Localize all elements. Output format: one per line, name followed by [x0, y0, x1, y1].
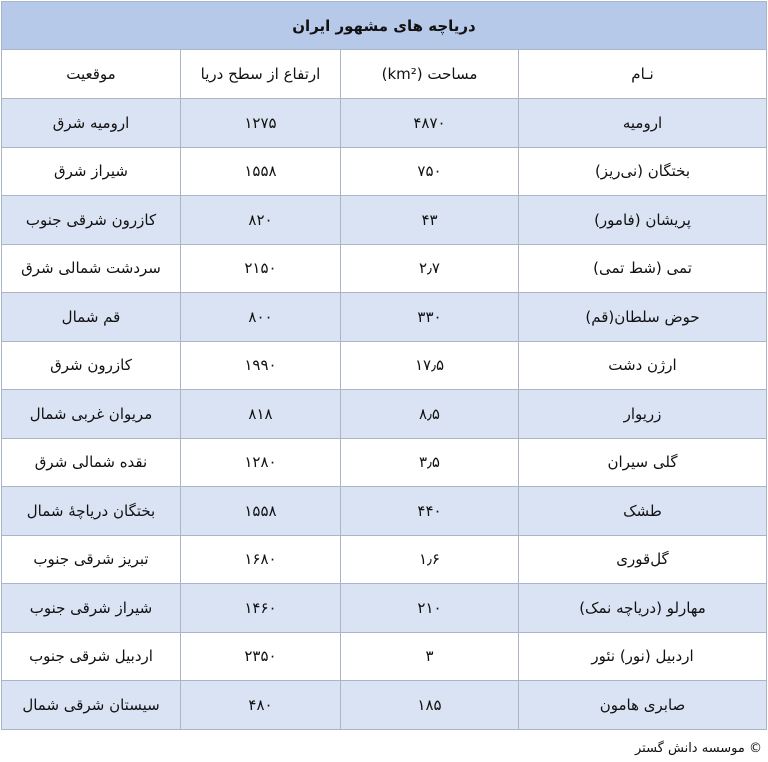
table-row: [2, 584, 767, 633]
cell-location: بختگان دریاچهٔ شمال: [2, 487, 181, 536]
cell-elevation: ۱۲۷۵: [181, 99, 341, 148]
cell-name: طشک: [519, 487, 767, 536]
cell-location: مریوان غربی شمال: [2, 390, 181, 439]
table-row: [2, 147, 767, 196]
cell-location: تبریز شرقی جنوب: [2, 535, 181, 584]
header-area: مساحت (km²): [341, 50, 519, 99]
table-row: [2, 244, 767, 293]
cell-location: سردشت شمالی شرق: [2, 244, 181, 293]
table-row: [2, 390, 767, 439]
cell-elevation: ۱۲۸۰: [181, 438, 341, 487]
copyright-footer: © موسسه دانش گستر: [634, 741, 762, 756]
cell-location: نقده شمالی شرق: [2, 438, 181, 487]
lakes-table: [1, 1, 767, 730]
cell-area: ۴۸۷۰: [341, 99, 519, 148]
header-location: موقعیت: [2, 50, 181, 99]
cell-elevation: ۲۳۵۰: [181, 632, 341, 681]
cell-area: ۴۳: [341, 196, 519, 245]
cell-location: سیستان شرقی شمال: [2, 681, 181, 730]
cell-elevation: ۱۹۹۰: [181, 341, 341, 390]
cell-elevation: ۱۵۵۸: [181, 487, 341, 536]
cell-area: ۳۳۰: [341, 293, 519, 342]
cell-area: ۷۵۰: [341, 147, 519, 196]
cell-location: شیراز شرق: [2, 147, 181, 196]
cell-location: کازرون شرق: [2, 341, 181, 390]
cell-name: گل‌قوری: [519, 535, 767, 584]
cell-name: ارومیه: [519, 99, 767, 148]
header-name: نـام: [519, 50, 767, 99]
cell-area: ۱٫۶: [341, 535, 519, 584]
cell-name: ارژن دشت: [519, 341, 767, 390]
cell-elevation: ۸۲۰: [181, 196, 341, 245]
header-elevation: ارتفاع از سطح دریا: [181, 50, 341, 99]
table-title: دریاچه های مشهور ایران: [2, 2, 767, 50]
cell-area: ۲۱۰: [341, 584, 519, 633]
cell-name: پریشان (فامور): [519, 196, 767, 245]
cell-area: ۲٫۷: [341, 244, 519, 293]
cell-elevation: ۸۰۰: [181, 293, 341, 342]
cell-name: حوض سلطان(قم): [519, 293, 767, 342]
cell-elevation: ۸۱۸: [181, 390, 341, 439]
cell-area: ۳: [341, 632, 519, 681]
table-row: [2, 535, 767, 584]
cell-name: اردبیل (نور) نئور: [519, 632, 767, 681]
cell-elevation: ۲۱۵۰: [181, 244, 341, 293]
table-row: [2, 341, 767, 390]
table-row: [2, 487, 767, 536]
cell-area: ۳٫۵: [341, 438, 519, 487]
cell-name: صابری هامون: [519, 681, 767, 730]
cell-name: گلی سیران: [519, 438, 767, 487]
cell-elevation: ۱۶۸۰: [181, 535, 341, 584]
cell-name: بختگان (نی‌ریز): [519, 147, 767, 196]
cell-name: مهارلو (دریاچه نمک): [519, 584, 767, 633]
cell-location: قم شمال: [2, 293, 181, 342]
table-row: [2, 438, 767, 487]
cell-location: اردبیل شرقی جنوب: [2, 632, 181, 681]
header-row: [2, 50, 767, 99]
cell-elevation: ۴۸۰: [181, 681, 341, 730]
cell-area: ۸٫۵: [341, 390, 519, 439]
cell-location: کازرون شرقی جنوب: [2, 196, 181, 245]
cell-location: ارومیه شرق: [2, 99, 181, 148]
cell-area: ۱۸۵: [341, 681, 519, 730]
cell-location: شیراز شرقی جنوب: [2, 584, 181, 633]
table-row: [2, 632, 767, 681]
cell-name: تمی (شط تمی): [519, 244, 767, 293]
cell-area: ۴۴۰: [341, 487, 519, 536]
table-row: [2, 293, 767, 342]
table-row: [2, 196, 767, 245]
cell-area: ۱۷٫۵: [341, 341, 519, 390]
table-row: [2, 681, 767, 730]
cell-elevation: ۱۴۶۰: [181, 584, 341, 633]
cell-elevation: ۱۵۵۸: [181, 147, 341, 196]
table-row: [2, 99, 767, 148]
cell-name: زریوار: [519, 390, 767, 439]
